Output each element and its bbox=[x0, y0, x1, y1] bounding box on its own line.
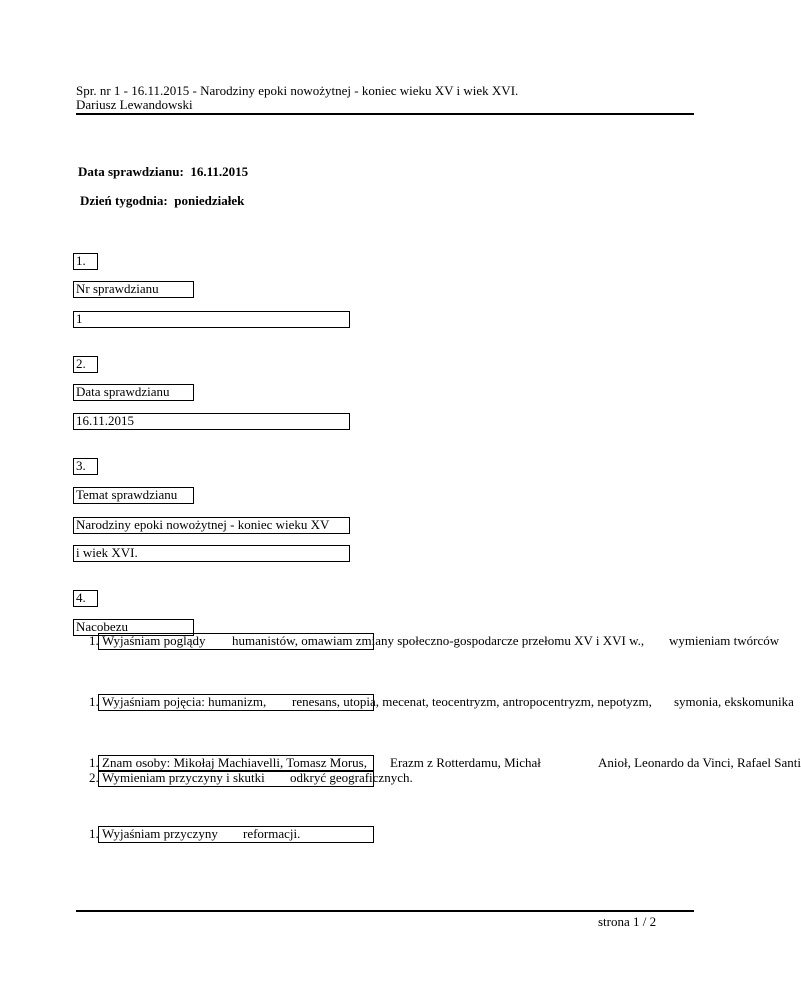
day-label: Dzień tygodnia: bbox=[80, 193, 168, 208]
header-divider bbox=[76, 113, 694, 115]
list-number: 1. bbox=[89, 633, 99, 648]
list-item-text: Wyjaśniam poglądy bbox=[102, 633, 206, 648]
field-value: 16.11.2015 bbox=[76, 413, 135, 428]
section-number: 3. bbox=[76, 458, 86, 473]
field-label: Temat sprawdzianu bbox=[76, 487, 178, 502]
field-value: 1 bbox=[76, 311, 83, 326]
field-value-continued: i wiek XVI. bbox=[76, 545, 138, 560]
author-name: Dariusz Lewandowski bbox=[76, 97, 193, 112]
field-label: Nacobezu bbox=[76, 619, 128, 634]
date-label: Data sprawdzianu: bbox=[78, 164, 184, 179]
list-item-text: Wyjaśniam przyczyny bbox=[102, 826, 218, 841]
list-item-text: Erazm z Rotterdamu, Michał bbox=[390, 755, 541, 770]
list-item-text: wymieniam twórców bbox=[669, 633, 780, 648]
day-value: poniedziałek bbox=[174, 193, 245, 208]
section-number: 1. bbox=[76, 253, 86, 268]
section-number: 2. bbox=[76, 356, 86, 371]
list-item-text: Anioł, Leonardo da Vinci, Rafael Santi bbox=[598, 755, 801, 770]
list-number: 1. bbox=[89, 755, 99, 770]
day-line bbox=[80, 193, 244, 208]
list-item-text: Znam osoby: Mikołaj Machiavelli, Tomasz Morus, bbox=[102, 755, 367, 770]
document-title: Spr. nr 1 - 16.11.2015 - Narodziny epoki nowożytnej - koniec wieku XV i wiek XVI. bbox=[76, 83, 519, 98]
list-number: 1. bbox=[89, 826, 99, 841]
list-item-text: humanistów, omawiam zmiany społeczno-gospodarcze przełomu XV i XVI w., bbox=[232, 633, 645, 648]
section-number: 4. bbox=[76, 590, 86, 605]
list-item-text: symonia, ekskomunika bbox=[674, 694, 794, 709]
list-item-text: renesans, utopia, mecenat, teocentryzm, antropocentryzm, nepotyzm, bbox=[292, 694, 652, 709]
field-label: Nr sprawdzianu bbox=[76, 281, 159, 296]
date-value: 16.11.2015 bbox=[190, 164, 249, 179]
date-line bbox=[78, 164, 248, 179]
field-label: Data sprawdzianu bbox=[76, 384, 170, 399]
footer-divider bbox=[76, 910, 694, 912]
list-item-text: odkryć geograficznych. bbox=[290, 770, 413, 785]
list-item-text: reformacji. bbox=[243, 826, 301, 841]
field-value: Narodziny epoki nowożytnej - koniec wieku XV bbox=[76, 517, 330, 532]
list-number: 1. bbox=[89, 694, 99, 709]
field-value-box bbox=[73, 311, 350, 328]
list-item-text: Wyjaśniam pojęcia: humanizm, bbox=[102, 694, 267, 709]
page-number: strona 1 / 2 bbox=[598, 914, 657, 929]
list-number: 2. bbox=[89, 770, 99, 785]
list-item-text: Wymieniam przyczyny i skutki bbox=[102, 770, 265, 785]
